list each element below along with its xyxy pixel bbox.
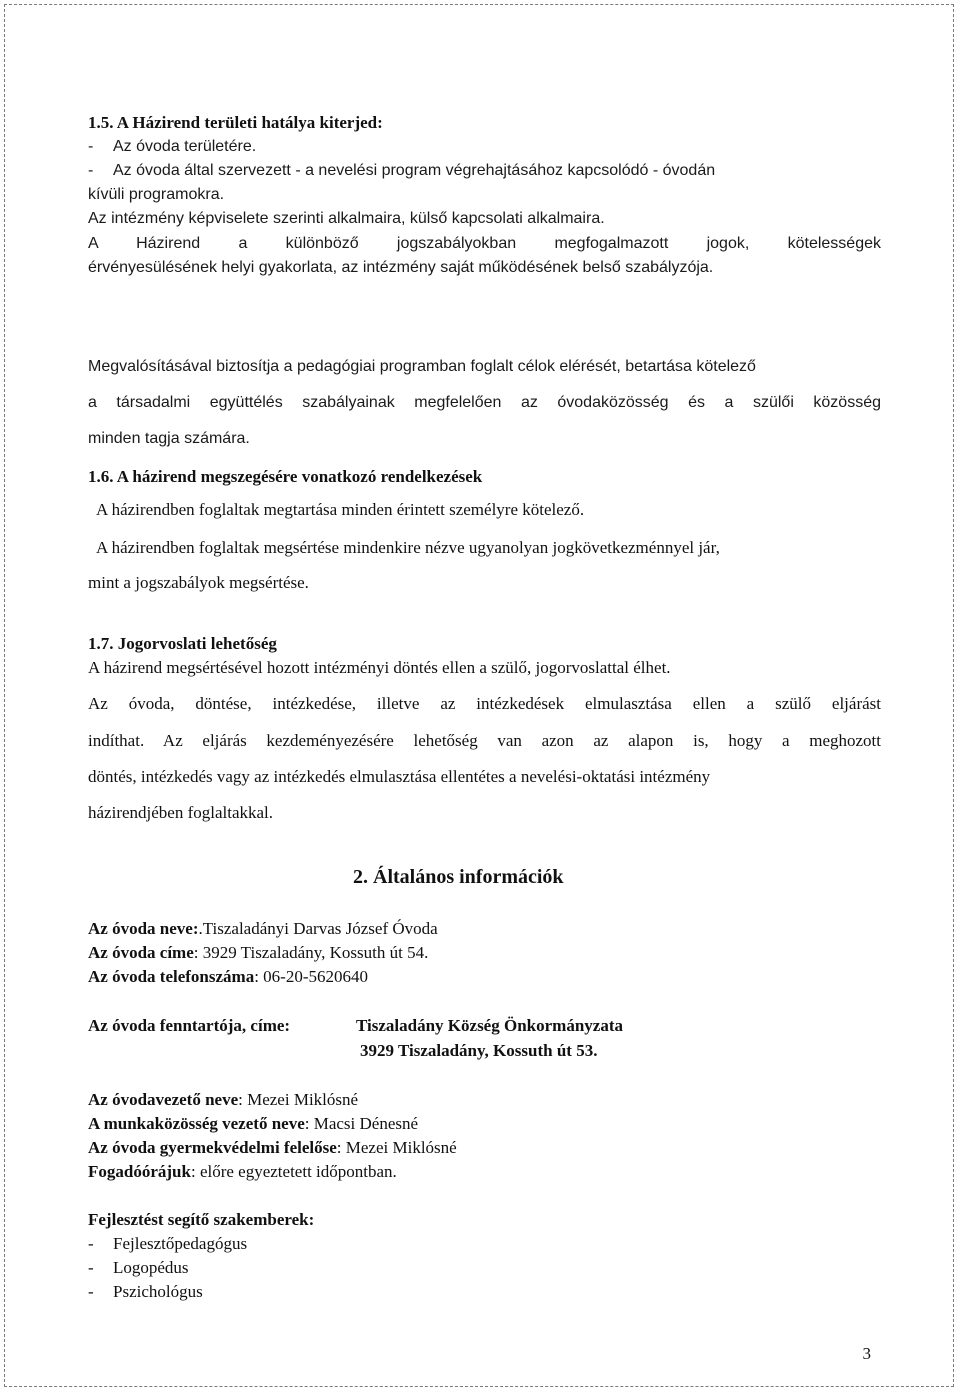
info-value: : Macsi Dénesné <box>304 1114 419 1133</box>
list-item: - Logopédus <box>88 1258 189 1277</box>
info-maintainer-name: Tiszaladány Község Önkormányzata <box>356 1016 623 1035</box>
paragraph-line: Az óvoda, döntése, intézkedése, illetve az intézkedések elmulasztása ellen a szülő eljárást <box>88 694 881 713</box>
info-value: : 3929 Tiszaladány, Kossuth út 54. <box>193 943 429 962</box>
list-item: - Pszichológus <box>88 1282 203 1301</box>
paragraph-line: A házirendben foglaltak megtartása minden érintett személyre kötelező. <box>96 500 585 519</box>
section-1-5-heading: 1.5. A Házirend területi hatálya kiterjed: <box>88 113 383 132</box>
list-item: - Az óvoda területére. <box>88 138 257 155</box>
list-item-text: Pszichológus <box>113 1282 203 1301</box>
paragraph-line: érvényesülésének helyi gyakorlata, az intézmény saját működésének belső szabályzója. <box>88 259 714 276</box>
paragraph-line: a társadalmi együttélés szabályainak megfelelően az óvodaközösség és a szülői közösség <box>88 394 881 411</box>
info-value: : 06-20-5620640 <box>254 967 368 986</box>
paragraph-line: A házirendben foglaltak megsértése mindenkire nézve ugyanolyan jogkövetkezménnyel jár, <box>96 538 720 557</box>
info-label: Fogadóórájuk <box>88 1162 191 1181</box>
document-page <box>4 4 954 1387</box>
paragraph-line: Megvalósításával biztosítja a pedagógiai programban foglalt célok elérését, betartása kötelező <box>88 358 756 375</box>
paragraph-line: minden tagja számára. <box>88 430 250 447</box>
section-1-7-heading: 1.7. Jogorvoslati lehetőség <box>88 634 277 653</box>
specialists-heading: Fejlesztést segítő szakemberek: <box>88 1210 315 1229</box>
list-item: - Fejlesztőpedagógus <box>88 1234 248 1253</box>
info-label: Az óvoda telefonszáma <box>88 967 255 986</box>
info-maintainer-label: Az óvoda fenntartója, címe: <box>88 1016 291 1035</box>
paragraph-line: A Házirend a különböző jogszabályokban megfogalmazott jogok, kötelességek <box>88 235 881 252</box>
info-label: Az óvoda gyermekvédelmi felelőse <box>88 1138 337 1157</box>
paragraph-line: A házirend megsértésével hozott intézményi döntés ellen a szülő, jogorvoslattal élhet. <box>88 658 671 677</box>
info-kindergarten-phone <box>88 967 368 987</box>
list-item: - Az óvoda által szervezett - a nevelési program végrehajtásához kapcsolódó - óvodán <box>88 162 716 179</box>
info-value: .Tiszaladányi Darvas József Óvoda <box>198 919 438 938</box>
info-kindergarten-name <box>88 919 438 939</box>
list-item-text: Logopédus <box>113 1258 189 1277</box>
paragraph-line: Az intézmény képviselete szerinti alkalmaira, külső kapcsolati alkalmaira. <box>88 210 605 227</box>
list-item-text: Az óvoda területére. <box>113 138 257 155</box>
list-item-text: Az óvoda által szervezett - a nevelési program végrehajtásához kapcsolódó - óvodán <box>113 162 716 179</box>
info-value: : Mezei Miklósné <box>336 1138 457 1157</box>
page-number: 3 <box>862 1344 871 1363</box>
info-label: Az óvoda neve: <box>88 919 199 938</box>
info-value: : előre egyeztetett időpontban. <box>190 1162 397 1181</box>
info-kindergarten-address <box>88 943 428 963</box>
info-child-protection <box>88 1138 457 1158</box>
paragraph-line: mint a jogszabályok megsértése. <box>88 573 309 592</box>
list-item-continuation: kívüli programokra. <box>88 186 225 203</box>
info-label: Az óvoda címe <box>88 943 194 962</box>
paragraph-line: házirendjében foglaltakkal. <box>88 803 274 822</box>
info-head <box>88 1090 358 1110</box>
info-label: A munkaközösség vezető neve <box>88 1114 305 1133</box>
paragraph-line: döntés, intézkedés vagy az intézkedés elmulasztása ellentétes a nevelési-oktatási intézmény <box>88 767 711 786</box>
info-team-lead <box>88 1114 418 1134</box>
info-label: Az óvodavezető neve <box>88 1090 239 1109</box>
paragraph-line: indíthat. Az eljárás kezdeményezésére lehetőség van azon az alapon is, hogy a meghozott <box>88 731 881 750</box>
section-1-6-heading: 1.6. A házirend megszegésére vonatkozó rendelkezések <box>88 467 483 486</box>
list-item-text: Fejlesztőpedagógus <box>113 1234 248 1253</box>
section-2-heading: 2. Általános információk <box>353 866 564 888</box>
info-value: : Mezei Miklósné <box>238 1090 359 1109</box>
info-maintainer-address: 3929 Tiszaladány, Kossuth út 53. <box>360 1041 598 1060</box>
info-office-hours <box>88 1162 397 1182</box>
